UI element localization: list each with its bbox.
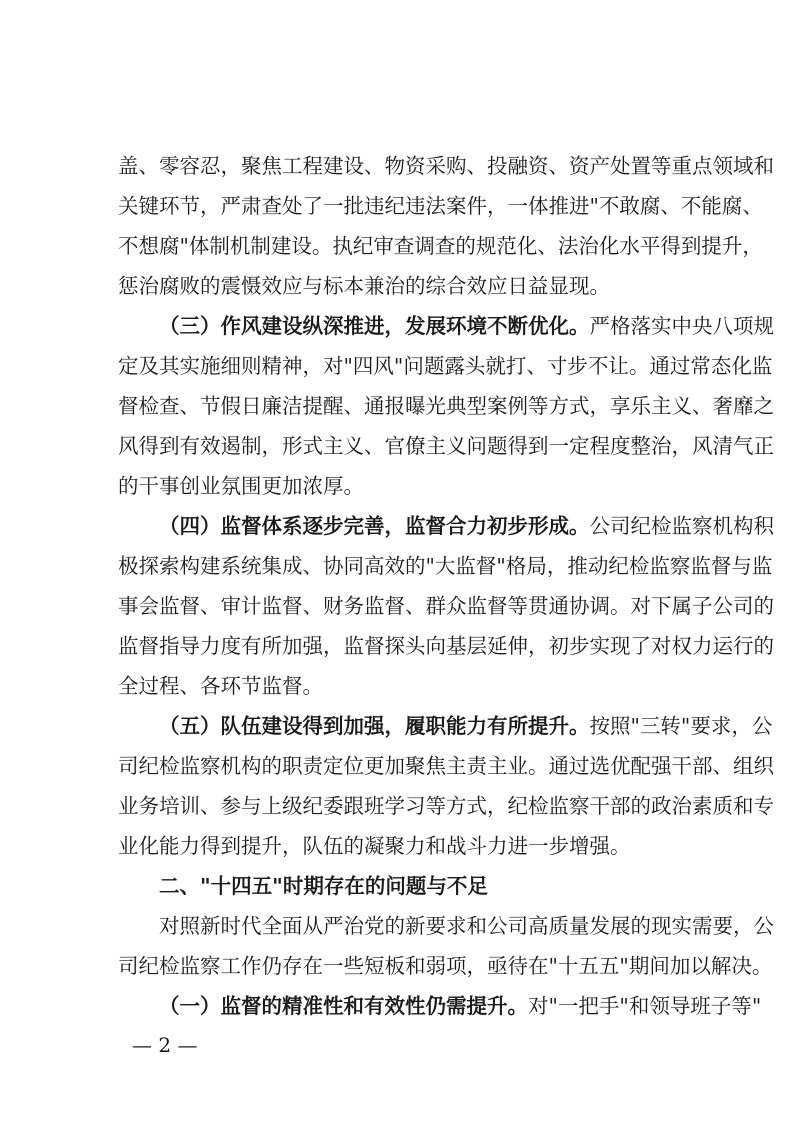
paragraph-line: 督检查、节假日廉洁提醒、通报曝光典型案例等方式，享乐主义、奢靡之 — [118, 394, 774, 418]
paragraph-line: 司纪检监察机构的职责定位更加聚焦主责主业。通过选优配强干部、组织 — [118, 754, 774, 778]
section-lead-heading: （五）队伍建设得到加强，履职能力有所提升。 — [159, 714, 590, 738]
paragraph-line: 极探索构建系统集成、协同高效的"大监督"格局，推动纪检监察监督与监 — [118, 554, 773, 578]
paragraph-first-line — [159, 706, 773, 746]
paragraph-line: 业化能力得到提升，队伍的凝聚力和战斗力进一步增强。 — [118, 834, 631, 858]
paragraph-first-line — [159, 306, 774, 346]
paragraph-line: 定及其实施细则精神，对"四风"问题露头就打、寸步不让。通过常态化监 — [118, 354, 773, 378]
paragraph-line: 惩治腐败的震慑效应与标本兼治的综合效应日益显现。 — [118, 274, 610, 298]
section-lead-heading: （三）作风建设纵深推进，发展环境不断优化。 — [159, 314, 590, 338]
paragraph-text: 对"一把手"和领导班子等" — [528, 994, 762, 1018]
paragraph-first-line: 对照新时代全面从严治党的新要求和公司高质量发展的现实需要，公 — [159, 914, 774, 938]
paragraph-first-line — [159, 986, 762, 1026]
section-lead-heading: （一）监督的精准性和有效性仍需提升。 — [159, 994, 528, 1018]
paragraph-line: 的干事创业氛围更加浓厚。 — [118, 474, 364, 498]
paragraph-line: 盖、零容忍，聚焦工程建设、物资采购、投融资、资产处置等重点领域和 — [118, 154, 774, 178]
paragraph-text: 公司纪检监察机构积 — [589, 514, 774, 538]
paragraph-line: 司纪检监察工作仍存在一些短板和弱项，亟待在"十五五"期间加以解决。 — [118, 954, 773, 978]
paragraph-line: 监督指导力度有所加强，监督探头向基层延伸，初步实现了对权力运行的 — [118, 634, 774, 658]
paragraph-line: 业务培训、参与上级纪委跟班学习等方式，纪检监察干部的政治素质和专 — [118, 794, 774, 818]
paragraph-line: 不想腐"体制机制建设。执纪审查调查的规范化、法治化水平得到提升， — [118, 234, 763, 258]
paragraph-line: 全过程、各环节监督。 — [118, 674, 323, 698]
paragraph-line: 风得到有效遏制，形式主义、官僚主义问题得到一定程度整治，风清气正 — [118, 434, 774, 458]
paragraph-first-line — [159, 506, 774, 546]
paragraph-text: 按照"三转"要求，公 — [589, 714, 773, 738]
paragraph-line: 关键环节，严肃查处了一批违纪违法案件，一体推进"不敢腐、不能腐、 — [118, 194, 763, 218]
paragraph-text: 严格落实中央八项规 — [589, 314, 774, 338]
section-heading: 二、"十四五"时期存在的问题与不足 — [159, 874, 488, 898]
section-lead-heading: （四）监督体系逐步完善，监督合力初步形成。 — [159, 514, 590, 538]
paragraph-line: 事会监督、审计监督、财务监督、群众监督等贯通协调。对下属子公司的 — [118, 594, 774, 618]
page-number: — 2 — — [132, 1033, 198, 1057]
